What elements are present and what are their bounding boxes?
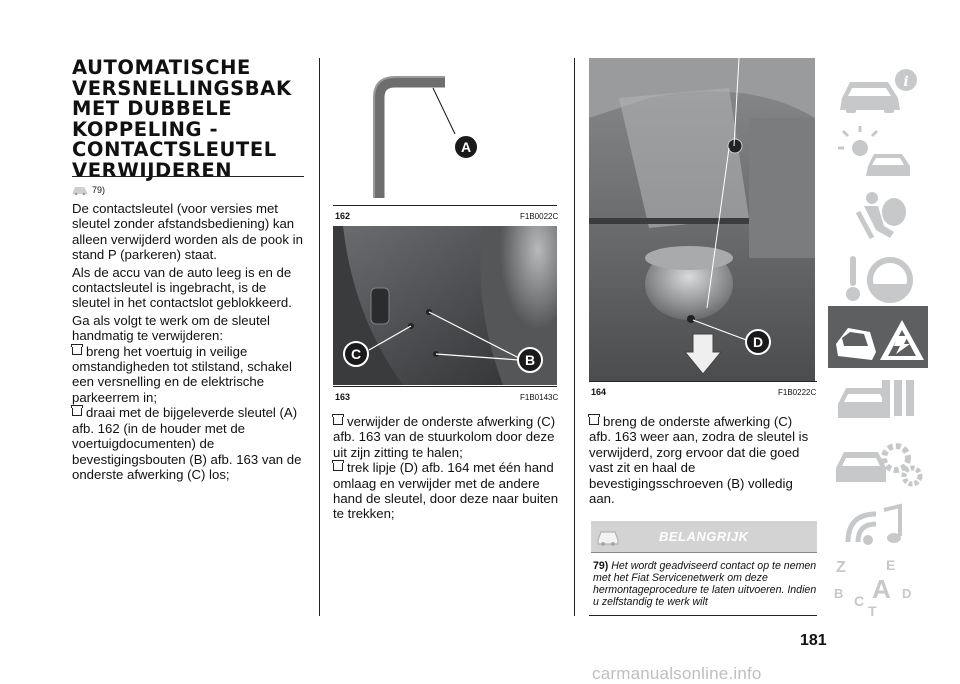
paragraph: De contactsleutel (voor versies met sleutel zonder afstandsbediening) kan alleen verwijderd worden als de pook in stand P (parkeren) staat. xyxy=(72,201,303,263)
column-1-text xyxy=(72,201,308,482)
figure-162 xyxy=(333,58,557,205)
airbag-safety-icon xyxy=(828,182,928,252)
svg-text:D: D xyxy=(902,586,912,601)
figure-rule xyxy=(333,386,557,387)
figure-code: F1B0022C xyxy=(520,212,559,221)
sidebar-item-safety[interactable] xyxy=(828,182,928,252)
sidebar-item-maintenance[interactable] xyxy=(828,368,928,438)
car-bullet-icon xyxy=(72,408,82,416)
heading-divider xyxy=(72,176,304,177)
svg-text:Z: Z xyxy=(836,559,846,576)
list-item xyxy=(72,405,308,482)
list-item xyxy=(333,414,559,460)
list-item xyxy=(589,414,817,506)
reference-number: 79) xyxy=(92,184,106,195)
svg-text:A: A xyxy=(872,574,891,604)
sidebar-item-vehicle-info[interactable] xyxy=(828,58,928,128)
paragraph: Als de accu van de auto leeg is en de contactsleutel is ingebracht, is de sleutel in het contactslot geblokkeerd. xyxy=(72,264,292,311)
figure-164 xyxy=(589,58,815,381)
sidebar-item-driving[interactable] xyxy=(828,244,928,314)
warning-reference[interactable] xyxy=(72,184,105,195)
svg-text:B: B xyxy=(834,586,844,601)
callout-c: C xyxy=(343,341,369,367)
warning-car-icon xyxy=(72,184,88,195)
warning-bottom-rule xyxy=(589,615,817,616)
figure-163 xyxy=(333,226,557,385)
svg-text:T: T xyxy=(868,603,877,616)
column-divider xyxy=(574,58,575,616)
warning-ref: 79) xyxy=(593,560,609,572)
heading-line: VERWIJDEREN xyxy=(72,158,233,182)
list-item-text: breng de onderste afwerking (C) afb. 163 weer aan, zodra de sleutel is verwijderd, zorg ervoor dat die goed vast zit en haal de bevestigingsschroeven (B) volledig aan. xyxy=(589,414,809,507)
column-3-text xyxy=(589,414,817,506)
list-item-text: verwijder de onderste afwerking (C) afb. 163 van de stuurkolom door deze uit zijn zitting te halen; xyxy=(333,414,556,460)
list-item-text: breng het voertuig in veilige omstandigheden tot stilstand, schakel een versnelling en de elektrische parkeerrem in; xyxy=(72,343,292,405)
car-bullet-icon xyxy=(333,463,343,471)
emergency-icon xyxy=(828,306,928,376)
heading-line: AUTOMATISCHE xyxy=(72,56,251,79)
dashboard-lights-icon xyxy=(828,120,928,190)
paragraph: Ga als volgt te werk om de sleutel handmatig te verwijderen: xyxy=(72,312,270,344)
figure-number: 163 xyxy=(335,392,351,402)
warning-body: Het wordt geadviseerd contact op te nemen met het Fiat Servicenetwerk om deze hermontageprocedure te laten uitvoeren. Indien u zelfstandig te werk wilt xyxy=(593,560,817,608)
figure-code: F1B0222C xyxy=(778,388,817,397)
car-info-icon xyxy=(828,58,928,128)
heading-line: CONTACTSLEUTEL xyxy=(72,138,277,161)
column-divider xyxy=(319,58,320,616)
svg-text:C: C xyxy=(854,593,865,609)
key-release-illustration xyxy=(589,58,815,381)
callout-d: D xyxy=(745,329,771,355)
technical-data-icon xyxy=(828,430,928,500)
svg-text:i: i xyxy=(903,74,909,90)
warning-title: BELANGRIJK xyxy=(659,529,749,544)
figure-number: 162 xyxy=(335,211,351,221)
svg-text:E: E xyxy=(886,557,896,573)
list-item-text: draai met de bijgeleverde sleutel (A) afb. 162 (in de houder met de voertuigdocumenten) de bevestigingsbouten (B) afb. 163 van de onderste afwerking (C) los; xyxy=(72,405,302,482)
car-bullet-icon xyxy=(589,417,599,425)
sidebar-item-technical-data[interactable] xyxy=(828,430,928,500)
figure-code: F1B0143C xyxy=(520,393,559,402)
figure-rule xyxy=(589,381,817,382)
warning-text xyxy=(593,560,817,608)
callout-a: A xyxy=(453,134,479,160)
warning-car-icon xyxy=(595,526,621,547)
page-number: 181 xyxy=(800,632,827,649)
section-heading xyxy=(72,58,312,181)
car-bullet-icon xyxy=(72,347,82,355)
key-illustration xyxy=(333,58,557,205)
list-item-text: trek lipje (D) afb. 164 met één hand omlaag en verwijder met de andere hand de sleutel, door deze naar buiten te trekken; xyxy=(333,460,559,522)
sidebar-item-emergency[interactable] xyxy=(828,306,928,376)
heading-line: VERSNELLINGSBAK xyxy=(72,76,292,100)
index-icon xyxy=(828,554,928,616)
multimedia-icon xyxy=(828,492,928,562)
maintenance-icon xyxy=(828,368,928,438)
callout-b: B xyxy=(517,347,543,373)
list-item xyxy=(72,344,308,406)
list-item xyxy=(333,460,559,522)
car-bullet-icon xyxy=(333,417,343,425)
figure-rule xyxy=(333,205,557,206)
chapter-sidebar xyxy=(826,58,930,616)
sidebar-item-multimedia[interactable] xyxy=(828,492,928,562)
heading-line: KOPPELING - xyxy=(72,117,219,141)
starting-driving-icon xyxy=(828,244,928,314)
warning-box-header xyxy=(591,521,817,552)
watermark: carmanualsonline.info xyxy=(592,664,762,683)
heading-line: MET DUBBELE xyxy=(72,97,233,120)
sidebar-item-index[interactable] xyxy=(828,554,928,624)
column-2-text xyxy=(333,414,559,522)
figure-number: 164 xyxy=(591,387,607,397)
sidebar-item-instruments[interactable] xyxy=(828,120,928,190)
